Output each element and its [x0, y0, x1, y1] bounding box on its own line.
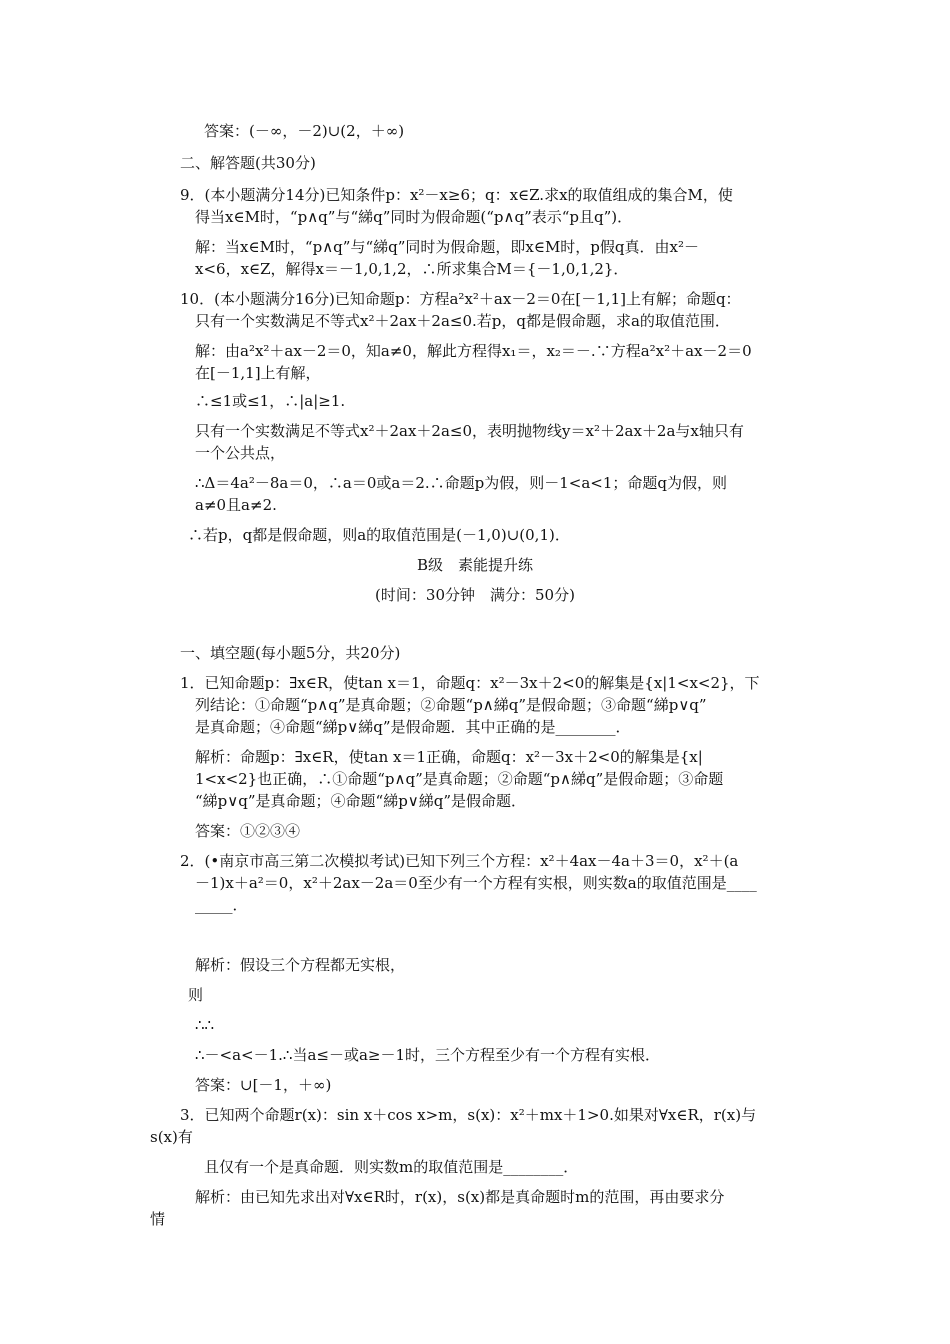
- solution-line: 一个公共点，: [195, 444, 286, 462]
- problem-line: 1．已知命题p：∃x∈R，使tan x＝1，命题q：x²－3x＋2<0的解集是{x|1<x<2}，下: [180, 674, 760, 692]
- solution-line: 在[－1,1]上有解，: [195, 364, 321, 382]
- solution-line: 解：当x∈M时，“p∧q”与“綈q”同时为假命题，即x∈M时，p假q真．由x²－: [195, 238, 699, 256]
- time-score-line: (时间：30分钟 满分：50分): [375, 586, 575, 604]
- answer-line: 答案：∪[－1，＋∞): [195, 1076, 332, 1094]
- solution-line: ∴Δ＝4a²－8a＝0，∴a＝0或a＝2.∴命题p为假，则－1<a<1；命题q为假，则: [195, 474, 728, 492]
- problem-line: －1)x＋a²＝0，x²＋2ax－2a＝0至少有一个方程有实根，则实数a的取值范围是____: [195, 874, 757, 892]
- solution-line: x<6，x∈Z，解得x＝－1,0,1,2，∴所求集合M＝{－1,0,1,2}．: [195, 260, 629, 278]
- problem-line: 3．已知两个命题r(x)：sin x＋cos x>m，s(x)：x²＋mx＋1>0.如果对∀x∈R，r(x)与: [180, 1106, 757, 1124]
- section-heading: 二、解答题(共30分): [180, 154, 316, 172]
- conclusion-line: ∴若p，q都是假命题，则a的取值范围是(－1,0)∪(0,1)．: [188, 526, 570, 544]
- solution-line: 解：由a²x²＋ax－2＝0，知a≠0，解此方程得x₁＝，x₂＝－.∵方程a²x²＋ax－2＝0: [195, 342, 752, 360]
- problem-line: 得当x∈M时，“p∧q”与“綈q”同时为假命题(“p∧q”表示“p且q”)．: [195, 208, 633, 226]
- solution-line: “綈p∨q”是真命题；④命题“綈p∨綈q”是假命题．: [195, 792, 527, 810]
- problem-line: 10．(本小题满分16分)已知命题p：方程a²x²＋ax－2＝0在[－1,1]上有解；命题q：: [180, 290, 741, 308]
- solution-line: 解析：命题p：∃x∈R，使tan x＝1正确，命题q：x²－3x＋2<0的解集是{x|: [195, 748, 703, 766]
- problem-line: 2．(•南京市高三第二次模拟考试)已知下列三个方程：x²＋4ax－4a＋3＝0，x²＋(a: [180, 852, 739, 870]
- solution-line: a≠0且a≠2.: [195, 496, 277, 514]
- solution-line: ∴∴: [195, 1016, 215, 1034]
- level-heading: B级 素能提升练: [416, 556, 534, 574]
- answer-line: 答案：①②③④: [195, 822, 301, 840]
- solution-line: 解析：由已知先求出对∀x∈R时，r(x)，s(x)都是真命题时m的范围，再由要求分: [195, 1188, 725, 1206]
- problem-line: 只有一个实数满足不等式x²＋2ax＋2a≤0.若p，q都是假命题，求a的取值范围．: [195, 312, 730, 330]
- section-heading: 一、填空题(每小题5分，共20分): [180, 644, 401, 662]
- problem-line: s(x)有: [150, 1128, 193, 1146]
- problem-line: 列结论：①命题“p∧q”是真命题；②命题“p∧綈q”是假命题；③命题“綈p∨q”: [195, 696, 707, 714]
- solution-line: 则: [188, 986, 204, 1004]
- solution-line: ∴－<a<－1.∴当a≤－或a≥－1时，三个方程至少有一个方程有实根．: [195, 1046, 661, 1064]
- problem-line: 且仅有一个是真命题．则实数m的取值范围是________．: [204, 1158, 579, 1176]
- answer-line: 答案：(－∞，－2)∪(2，＋∞): [204, 122, 405, 140]
- problem-line: 是真命题；④命题“綈p∨綈q”是假命题．其中正确的是________．: [195, 718, 631, 736]
- solution-line: 情: [150, 1210, 166, 1228]
- solution-line: ∴≤1或≤1，∴|a|≥1.: [195, 392, 346, 410]
- solution-line: 只有一个实数满足不等式x²＋2ax＋2a≤0，表明抛物线y＝x²＋2ax＋2a与x轴只有: [195, 422, 744, 440]
- problem-line: 9．(本小题满分14分)已知条件p：x²－x≥6；q：x∈Z.求x的取值组成的集合M，使: [180, 186, 733, 204]
- problem-line: _____．: [195, 896, 248, 914]
- solution-line: 1<x<2}也正确，∴①命题“p∧q”是真命题；②命题“p∧綈q”是假命题；③命题: [195, 770, 724, 788]
- solution-line: 解析：假设三个方程都无实根，: [195, 956, 406, 974]
